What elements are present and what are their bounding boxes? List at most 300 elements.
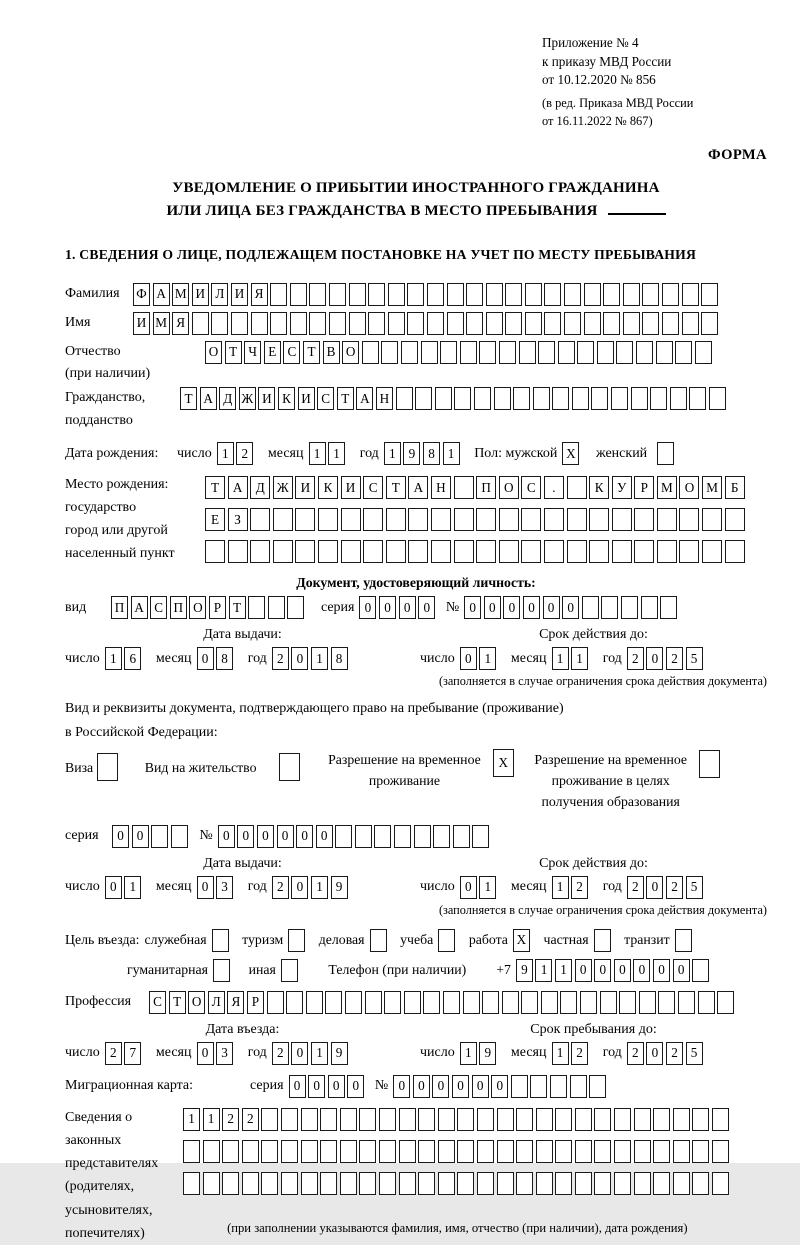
- form-cell-empty[interactable]: [306, 991, 323, 1014]
- form-cell-empty[interactable]: [567, 476, 587, 499]
- form-cell-filled[interactable]: П: [111, 596, 128, 619]
- form-cell-filled[interactable]: Ч: [244, 341, 261, 364]
- form-cell-empty[interactable]: [653, 1108, 670, 1131]
- form-cell-empty[interactable]: [270, 283, 287, 306]
- form-cell-empty[interactable]: [611, 387, 628, 410]
- form-cell-filled[interactable]: Я: [172, 312, 189, 335]
- form-cell-empty[interactable]: [558, 341, 575, 364]
- form-cell-empty[interactable]: [477, 1108, 494, 1131]
- form-cell-empty[interactable]: [653, 1140, 670, 1163]
- form-cell-empty[interactable]: [642, 312, 659, 335]
- form-cell-filled[interactable]: 1: [311, 1042, 328, 1065]
- form-cell-empty[interactable]: [359, 1108, 376, 1131]
- form-cell-filled[interactable]: С: [149, 991, 166, 1014]
- form-cell-filled[interactable]: 0: [218, 825, 235, 848]
- form-cell-empty[interactable]: [213, 959, 230, 982]
- form-cell-filled[interactable]: 0: [289, 1075, 306, 1098]
- form-cell-filled[interactable]: 0: [291, 1042, 308, 1065]
- form-cell-filled[interactable]: И: [258, 387, 275, 410]
- form-cell-empty[interactable]: [511, 1075, 528, 1098]
- form-cell-empty[interactable]: [589, 508, 609, 531]
- form-cell-empty[interactable]: [203, 1172, 220, 1195]
- form-cell-empty[interactable]: [575, 1172, 592, 1195]
- form-cell-filled[interactable]: 1: [384, 442, 401, 465]
- form-cell-empty[interactable]: [427, 283, 444, 306]
- form-cell-filled[interactable]: 5: [686, 876, 703, 899]
- form-cell-empty[interactable]: [341, 540, 361, 563]
- form-cell-filled[interactable]: 1: [479, 647, 496, 670]
- form-cell-filled[interactable]: 1: [479, 876, 496, 899]
- form-cell-filled[interactable]: 8: [331, 647, 348, 670]
- form-cell-filled[interactable]: 1: [571, 647, 588, 670]
- form-cell-filled[interactable]: 0: [633, 959, 650, 982]
- form-cell-empty[interactable]: [290, 283, 307, 306]
- form-cell-empty[interactable]: [497, 1172, 514, 1195]
- form-cell-filled[interactable]: 0: [399, 596, 416, 619]
- form-cell-empty[interactable]: [341, 508, 361, 531]
- form-cell-empty[interactable]: [423, 991, 440, 1014]
- form-cell-empty[interactable]: [682, 283, 699, 306]
- form-cell-empty[interactable]: [270, 312, 287, 335]
- form-cell-empty[interactable]: [340, 1108, 357, 1131]
- form-cell-empty[interactable]: [396, 387, 413, 410]
- form-cell-empty[interactable]: [433, 825, 450, 848]
- form-cell-empty[interactable]: [712, 1172, 729, 1195]
- form-cell-filled[interactable]: 0: [594, 959, 611, 982]
- form-cell-empty[interactable]: [519, 341, 536, 364]
- form-cell-empty[interactable]: [388, 283, 405, 306]
- form-cell-empty[interactable]: [702, 540, 722, 563]
- form-cell-empty[interactable]: [466, 283, 483, 306]
- form-cell-empty[interactable]: [431, 508, 451, 531]
- form-cell-filled[interactable]: Н: [431, 476, 451, 499]
- form-cell-empty[interactable]: [290, 312, 307, 335]
- form-cell-filled[interactable]: 2: [236, 442, 253, 465]
- form-cell-empty[interactable]: [460, 341, 477, 364]
- form-cell-filled[interactable]: 0: [413, 1075, 430, 1098]
- form-cell-filled[interactable]: С: [317, 387, 334, 410]
- form-cell-empty[interactable]: [438, 1172, 455, 1195]
- form-cell-filled[interactable]: 0: [393, 1075, 410, 1098]
- form-cell-empty[interactable]: [418, 1108, 435, 1131]
- form-cell-empty[interactable]: [570, 1075, 587, 1098]
- form-cell-empty[interactable]: [499, 341, 516, 364]
- form-cell-filled[interactable]: 0: [673, 959, 690, 982]
- form-cell-empty[interactable]: [301, 1140, 318, 1163]
- form-cell-empty[interactable]: [418, 1140, 435, 1163]
- form-cell-empty[interactable]: [476, 508, 496, 531]
- form-cell-empty[interactable]: [689, 387, 706, 410]
- form-cell-empty[interactable]: [476, 540, 496, 563]
- form-cell-empty[interactable]: [712, 1140, 729, 1163]
- form-cell-empty[interactable]: [695, 341, 712, 364]
- form-cell-empty[interactable]: [499, 508, 519, 531]
- form-cell-filled[interactable]: 0: [484, 596, 501, 619]
- form-cell-filled[interactable]: 9: [331, 876, 348, 899]
- form-cell-empty[interactable]: [657, 442, 674, 465]
- form-cell-filled[interactable]: 1: [535, 959, 552, 982]
- form-cell-empty[interactable]: [516, 1172, 533, 1195]
- form-cell-filled[interactable]: Я: [251, 283, 268, 306]
- form-cell-empty[interactable]: [594, 1172, 611, 1195]
- form-cell-empty[interactable]: [544, 540, 564, 563]
- form-cell-filled[interactable]: В: [323, 341, 340, 364]
- form-cell-empty[interactable]: [584, 312, 601, 335]
- form-cell-empty[interactable]: [657, 508, 677, 531]
- form-cell-empty[interactable]: [329, 283, 346, 306]
- form-cell-empty[interactable]: [250, 540, 270, 563]
- form-cell-empty[interactable]: [374, 825, 391, 848]
- form-cell-filled[interactable]: 2: [627, 647, 644, 670]
- form-cell-empty[interactable]: [584, 283, 601, 306]
- form-cell-empty[interactable]: [435, 387, 452, 410]
- form-cell-empty[interactable]: [438, 929, 455, 952]
- form-cell-empty[interactable]: [309, 283, 326, 306]
- form-cell-filled[interactable]: И: [298, 387, 315, 410]
- form-cell-empty[interactable]: [717, 991, 734, 1014]
- form-cell-filled[interactable]: Т: [169, 991, 186, 1014]
- form-cell-filled[interactable]: 9: [479, 1042, 496, 1065]
- form-cell-empty[interactable]: [309, 312, 326, 335]
- form-cell-empty[interactable]: [407, 283, 424, 306]
- form-cell-filled[interactable]: М: [702, 476, 722, 499]
- form-cell-empty[interactable]: [692, 1108, 709, 1131]
- form-cell-filled[interactable]: С: [283, 341, 300, 364]
- form-cell-filled[interactable]: 2: [222, 1108, 239, 1131]
- form-cell-empty[interactable]: [399, 1108, 416, 1131]
- form-cell-filled[interactable]: 2: [242, 1108, 259, 1131]
- form-cell-empty[interactable]: [151, 825, 168, 848]
- form-cell-empty[interactable]: [301, 1172, 318, 1195]
- form-cell-filled[interactable]: Я: [227, 991, 244, 1014]
- form-cell-filled[interactable]: Т: [229, 596, 246, 619]
- form-cell-empty[interactable]: [603, 283, 620, 306]
- form-cell-filled[interactable]: О: [189, 596, 206, 619]
- form-cell-empty[interactable]: [525, 312, 542, 335]
- form-cell-filled[interactable]: С: [363, 476, 383, 499]
- form-cell-filled[interactable]: 1: [183, 1108, 200, 1131]
- form-cell-filled[interactable]: X: [493, 749, 514, 777]
- form-cell-empty[interactable]: [634, 508, 654, 531]
- form-cell-empty[interactable]: [702, 508, 722, 531]
- form-cell-empty[interactable]: [248, 596, 265, 619]
- form-cell-filled[interactable]: 1: [311, 647, 328, 670]
- form-cell-empty[interactable]: [203, 1140, 220, 1163]
- form-cell-filled[interactable]: А: [408, 476, 428, 499]
- form-cell-empty[interactable]: [533, 387, 550, 410]
- form-cell-empty[interactable]: [516, 1140, 533, 1163]
- form-cell-empty[interactable]: [407, 312, 424, 335]
- form-cell-filled[interactable]: 0: [460, 876, 477, 899]
- form-cell-filled[interactable]: А: [356, 387, 373, 410]
- form-cell-filled[interactable]: 0: [646, 1042, 663, 1065]
- form-cell-empty[interactable]: [673, 1108, 690, 1131]
- form-cell-filled[interactable]: 1: [105, 647, 122, 670]
- form-cell-empty[interactable]: [555, 1140, 572, 1163]
- form-cell-filled[interactable]: Ж: [273, 476, 293, 499]
- form-cell-filled[interactable]: 0: [237, 825, 254, 848]
- form-cell-empty[interactable]: [725, 508, 745, 531]
- form-cell-empty[interactable]: [329, 312, 346, 335]
- form-cell-empty[interactable]: [653, 1172, 670, 1195]
- form-cell-empty[interactable]: [408, 508, 428, 531]
- form-cell-filled[interactable]: 0: [277, 825, 294, 848]
- form-cell-empty[interactable]: [525, 283, 542, 306]
- form-cell-empty[interactable]: [673, 1172, 690, 1195]
- form-cell-filled[interactable]: 2: [571, 876, 588, 899]
- form-cell-empty[interactable]: [575, 1108, 592, 1131]
- form-cell-empty[interactable]: [634, 1108, 651, 1131]
- form-cell-empty[interactable]: [658, 991, 675, 1014]
- form-cell-empty[interactable]: [359, 1140, 376, 1163]
- form-cell-empty[interactable]: [675, 929, 692, 952]
- form-cell-filled[interactable]: 5: [686, 1042, 703, 1065]
- form-cell-filled[interactable]: 0: [418, 596, 435, 619]
- form-cell-filled[interactable]: 2: [627, 876, 644, 899]
- form-cell-filled[interactable]: И: [192, 283, 209, 306]
- form-cell-empty[interactable]: [242, 1172, 259, 1195]
- form-cell-empty[interactable]: [675, 341, 692, 364]
- form-cell-empty[interactable]: [521, 508, 541, 531]
- form-cell-empty[interactable]: [472, 825, 489, 848]
- form-cell-empty[interactable]: [268, 596, 285, 619]
- form-cell-empty[interactable]: [634, 1172, 651, 1195]
- form-cell-empty[interactable]: [552, 387, 569, 410]
- form-cell-empty[interactable]: [281, 1140, 298, 1163]
- form-cell-filled[interactable]: З: [228, 508, 248, 531]
- form-cell-empty[interactable]: [486, 283, 503, 306]
- form-cell-empty[interactable]: [712, 1108, 729, 1131]
- form-cell-empty[interactable]: [639, 991, 656, 1014]
- form-cell-empty[interactable]: [320, 1108, 337, 1131]
- form-cell-empty[interactable]: [603, 312, 620, 335]
- form-cell-filled[interactable]: М: [172, 283, 189, 306]
- form-cell-empty[interactable]: [567, 508, 587, 531]
- form-cell-empty[interactable]: [589, 1075, 606, 1098]
- form-cell-filled[interactable]: Т: [386, 476, 406, 499]
- form-cell-empty[interactable]: [499, 540, 519, 563]
- form-cell-empty[interactable]: [295, 508, 315, 531]
- form-cell-empty[interactable]: [288, 929, 305, 952]
- form-cell-empty[interactable]: [642, 283, 659, 306]
- form-cell-empty[interactable]: [594, 1108, 611, 1131]
- form-cell-empty[interactable]: [261, 1172, 278, 1195]
- form-cell-empty[interactable]: [381, 341, 398, 364]
- form-cell-empty[interactable]: [454, 387, 471, 410]
- form-cell-filled[interactable]: 0: [646, 647, 663, 670]
- form-cell-filled[interactable]: 2: [666, 647, 683, 670]
- form-cell-empty[interactable]: [171, 825, 188, 848]
- form-cell-filled[interactable]: 3: [216, 1042, 233, 1065]
- form-cell-filled[interactable]: 0: [291, 647, 308, 670]
- form-cell-empty[interactable]: [320, 1172, 337, 1195]
- form-cell-filled[interactable]: 0: [308, 1075, 325, 1098]
- form-cell-empty[interactable]: [295, 540, 315, 563]
- form-cell-empty[interactable]: [427, 312, 444, 335]
- form-cell-empty[interactable]: [692, 1172, 709, 1195]
- form-cell-filled[interactable]: 1: [309, 442, 326, 465]
- form-cell-empty[interactable]: [447, 312, 464, 335]
- form-cell-empty[interactable]: [614, 1108, 631, 1131]
- form-cell-empty[interactable]: [440, 341, 457, 364]
- form-cell-filled[interactable]: И: [133, 312, 150, 335]
- form-cell-empty[interactable]: [355, 825, 372, 848]
- form-cell-empty[interactable]: [418, 1172, 435, 1195]
- form-cell-filled[interactable]: 1: [552, 876, 569, 899]
- form-cell-empty[interactable]: [619, 991, 636, 1014]
- form-cell-empty[interactable]: [479, 341, 496, 364]
- form-cell-empty[interactable]: [286, 991, 303, 1014]
- form-cell-empty[interactable]: [281, 959, 298, 982]
- form-cell-filled[interactable]: 9: [516, 959, 533, 982]
- form-cell-filled[interactable]: Е: [264, 341, 281, 364]
- form-cell-empty[interactable]: [431, 540, 451, 563]
- form-cell-empty[interactable]: [567, 540, 587, 563]
- form-cell-empty[interactable]: [281, 1172, 298, 1195]
- form-cell-empty[interactable]: [575, 1140, 592, 1163]
- form-cell-filled[interactable]: X: [513, 929, 530, 952]
- form-cell-filled[interactable]: 0: [562, 596, 579, 619]
- form-cell-empty[interactable]: [657, 540, 677, 563]
- form-cell-empty[interactable]: [594, 1140, 611, 1163]
- form-cell-empty[interactable]: [325, 991, 342, 1014]
- form-cell-filled[interactable]: 1: [460, 1042, 477, 1065]
- form-cell-empty[interactable]: [591, 387, 608, 410]
- form-cell-empty[interactable]: [192, 312, 209, 335]
- form-cell-empty[interactable]: [673, 1140, 690, 1163]
- form-cell-empty[interactable]: [541, 991, 558, 1014]
- form-cell-filled[interactable]: 9: [331, 1042, 348, 1065]
- form-cell-filled[interactable]: 2: [571, 1042, 588, 1065]
- form-cell-empty[interactable]: [494, 387, 511, 410]
- form-cell-empty[interactable]: [538, 341, 555, 364]
- form-cell-filled[interactable]: 7: [124, 1042, 141, 1065]
- form-cell-filled[interactable]: 5: [686, 647, 703, 670]
- form-cell-empty[interactable]: [379, 1172, 396, 1195]
- form-cell-empty[interactable]: [399, 1172, 416, 1195]
- form-cell-filled[interactable]: 0: [646, 876, 663, 899]
- form-cell-filled[interactable]: .: [544, 476, 564, 499]
- form-cell-empty[interactable]: [301, 1108, 318, 1131]
- form-cell-filled[interactable]: Н: [376, 387, 393, 410]
- form-cell-filled[interactable]: 0: [328, 1075, 345, 1098]
- form-cell-empty[interactable]: [414, 825, 431, 848]
- form-cell-filled[interactable]: Л: [211, 283, 228, 306]
- form-cell-empty[interactable]: [267, 991, 284, 1014]
- form-cell-filled[interactable]: Е: [205, 508, 225, 531]
- form-cell-empty[interactable]: [365, 991, 382, 1014]
- form-cell-filled[interactable]: 0: [432, 1075, 449, 1098]
- form-cell-filled[interactable]: 2: [272, 876, 289, 899]
- form-cell-empty[interactable]: [477, 1172, 494, 1195]
- form-cell-filled[interactable]: Р: [209, 596, 226, 619]
- form-cell-empty[interactable]: [544, 508, 564, 531]
- form-cell-empty[interactable]: [457, 1172, 474, 1195]
- form-cell-empty[interactable]: [555, 1172, 572, 1195]
- form-cell-empty[interactable]: [447, 283, 464, 306]
- form-cell-empty[interactable]: [384, 991, 401, 1014]
- form-cell-empty[interactable]: [580, 991, 597, 1014]
- form-cell-filled[interactable]: 2: [627, 1042, 644, 1065]
- form-cell-empty[interactable]: [701, 283, 718, 306]
- form-cell-empty[interactable]: [408, 540, 428, 563]
- form-cell-filled[interactable]: 9: [403, 442, 420, 465]
- form-cell-filled[interactable]: 0: [296, 825, 313, 848]
- form-cell-filled[interactable]: П: [476, 476, 496, 499]
- form-cell-empty[interactable]: [709, 387, 726, 410]
- form-cell-empty[interactable]: [454, 540, 474, 563]
- form-cell-empty[interactable]: [97, 753, 118, 781]
- form-cell-filled[interactable]: Т: [205, 476, 225, 499]
- form-cell-empty[interactable]: [345, 991, 362, 1014]
- form-cell-empty[interactable]: [261, 1108, 278, 1131]
- form-cell-empty[interactable]: [212, 929, 229, 952]
- form-cell-filled[interactable]: 0: [197, 1042, 214, 1065]
- form-cell-filled[interactable]: Ф: [133, 283, 150, 306]
- form-cell-filled[interactable]: С: [521, 476, 541, 499]
- form-cell-filled[interactable]: Т: [225, 341, 242, 364]
- form-cell-empty[interactable]: [594, 929, 611, 952]
- form-cell-filled[interactable]: 0: [543, 596, 560, 619]
- form-cell-filled[interactable]: 1: [555, 959, 572, 982]
- form-cell-empty[interactable]: [242, 1140, 259, 1163]
- form-cell-filled[interactable]: 1: [552, 647, 569, 670]
- form-cell-filled[interactable]: 0: [575, 959, 592, 982]
- form-cell-empty[interactable]: [340, 1172, 357, 1195]
- form-cell-empty[interactable]: [250, 508, 270, 531]
- form-cell-filled[interactable]: И: [341, 476, 361, 499]
- form-cell-empty[interactable]: [386, 508, 406, 531]
- form-cell-empty[interactable]: [379, 1108, 396, 1131]
- form-cell-empty[interactable]: [222, 1140, 239, 1163]
- form-cell-filled[interactable]: К: [318, 476, 338, 499]
- form-cell-empty[interactable]: [682, 312, 699, 335]
- form-cell-empty[interactable]: [505, 283, 522, 306]
- form-cell-empty[interactable]: [614, 1172, 631, 1195]
- form-cell-filled[interactable]: 0: [347, 1075, 364, 1098]
- form-cell-empty[interactable]: [634, 1140, 651, 1163]
- form-cell-filled[interactable]: Р: [634, 476, 654, 499]
- form-cell-empty[interactable]: [438, 1108, 455, 1131]
- form-cell-empty[interactable]: [320, 1140, 337, 1163]
- form-cell-filled[interactable]: У: [612, 476, 632, 499]
- form-cell-empty[interactable]: [516, 1108, 533, 1131]
- form-cell-filled[interactable]: 2: [666, 1042, 683, 1065]
- form-cell-filled[interactable]: 1: [328, 442, 345, 465]
- form-cell-filled[interactable]: X: [562, 442, 579, 465]
- form-cell-empty[interactable]: [273, 540, 293, 563]
- form-cell-empty[interactable]: [362, 341, 379, 364]
- form-cell-empty[interactable]: [560, 991, 577, 1014]
- form-cell-filled[interactable]: 0: [132, 825, 149, 848]
- form-cell-filled[interactable]: 0: [614, 959, 631, 982]
- form-cell-empty[interactable]: [457, 1140, 474, 1163]
- form-cell-empty[interactable]: [379, 1140, 396, 1163]
- form-cell-filled[interactable]: О: [679, 476, 699, 499]
- form-cell-empty[interactable]: [228, 540, 248, 563]
- form-cell-empty[interactable]: [662, 283, 679, 306]
- form-cell-empty[interactable]: [725, 540, 745, 563]
- form-cell-filled[interactable]: 1: [124, 876, 141, 899]
- form-cell-empty[interactable]: [636, 341, 653, 364]
- form-cell-filled[interactable]: Д: [219, 387, 236, 410]
- form-cell-empty[interactable]: [536, 1108, 553, 1131]
- form-cell-empty[interactable]: [698, 991, 715, 1014]
- form-cell-empty[interactable]: [438, 1140, 455, 1163]
- form-cell-empty[interactable]: [261, 1140, 278, 1163]
- form-cell-filled[interactable]: 0: [460, 647, 477, 670]
- form-cell-empty[interactable]: [466, 312, 483, 335]
